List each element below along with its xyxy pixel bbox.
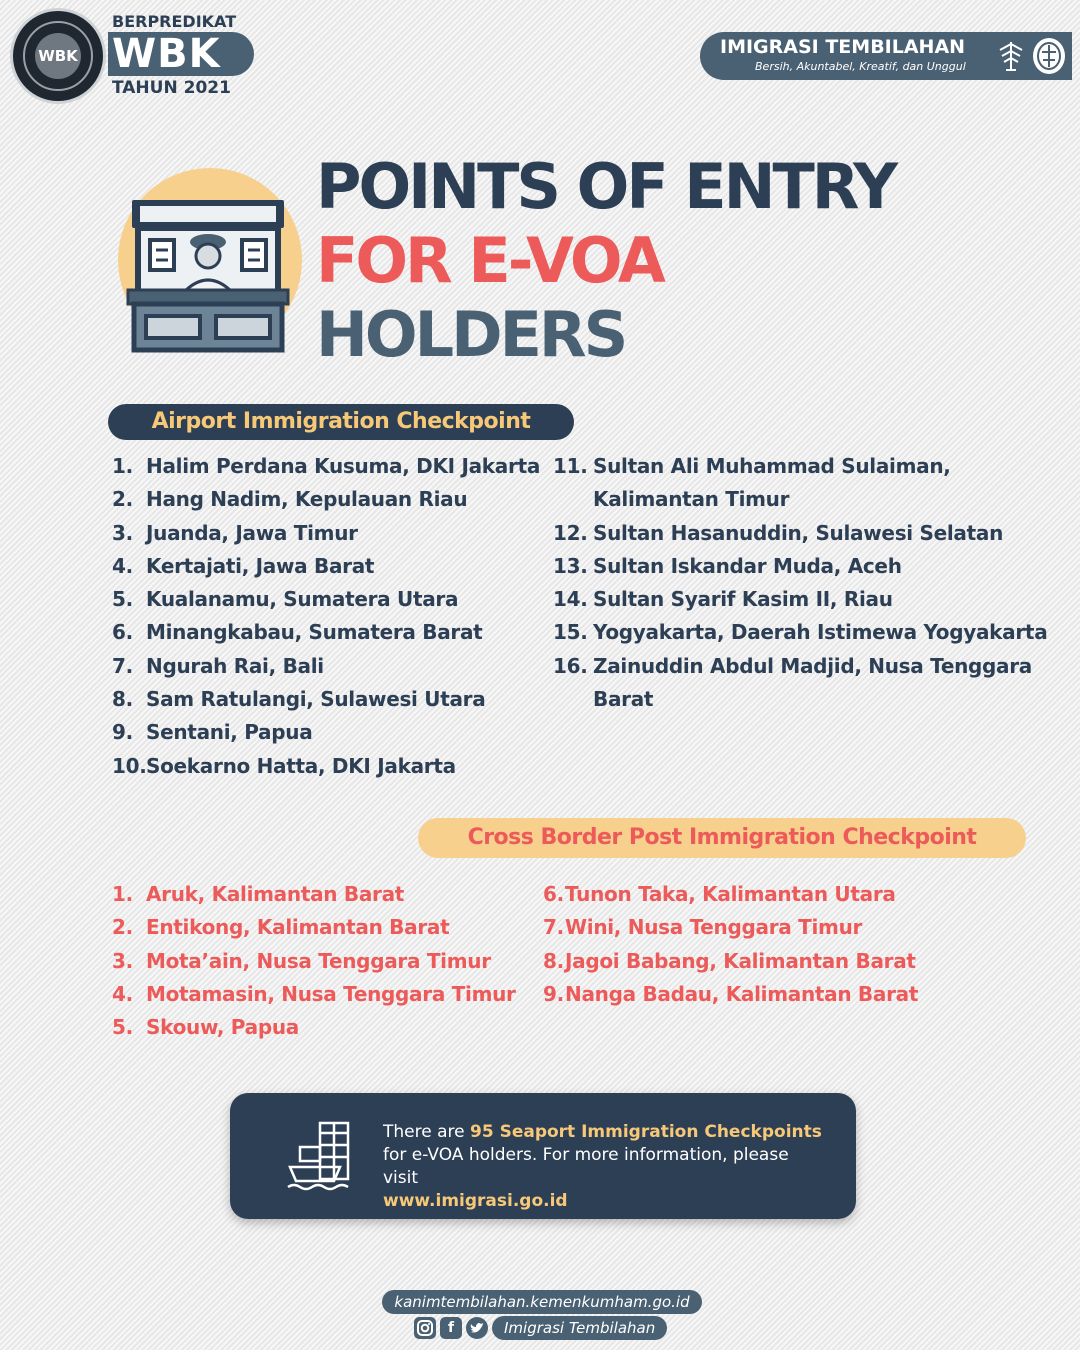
item-number: 6.: [112, 620, 133, 645]
info-prefix: There are: [383, 1122, 470, 1142]
list-item: [112, 517, 552, 550]
item-name: Sultan Syarif Kasim II, Riau: [593, 587, 893, 612]
wbk-seal-logo: [10, 8, 106, 104]
title-line-1: POINTS OF ENTRY: [316, 150, 896, 223]
item-name: Motamasin, Nusa Tenggara Timur: [146, 981, 516, 1006]
item-number: 15.: [553, 620, 588, 645]
item-number: 10.: [112, 753, 147, 778]
info-suffix: for e-VOA holders. For more information, please visit: [383, 1145, 789, 1188]
list-item: [112, 750, 552, 783]
item-name: Sultan Ali Muhammad Sulaiman, Kalimantan Timur: [593, 454, 951, 512]
info-highlight: 95 Seaport Immigration Checkpoints: [470, 1122, 822, 1142]
list-item: [112, 616, 552, 649]
crossborder-heading: Cross Border Post Immigration Checkpoint: [418, 818, 1026, 858]
twitter-icon[interactable]: [466, 1317, 488, 1339]
item-name: Sultan Iskandar Muda, Aceh: [593, 553, 902, 578]
crossborder-list-right: [543, 878, 963, 1011]
title-line-3: HOLDERS: [316, 298, 626, 371]
list-item: [112, 911, 532, 944]
item-name: Hang Nadim, Kepulauan Riau: [146, 487, 468, 512]
seal-center: WBK: [35, 33, 81, 79]
list-item: [112, 683, 552, 716]
item-name: Nanga Badau, Kalimantan Barat: [565, 981, 919, 1006]
list-item: [112, 878, 532, 911]
item-number: 7.: [112, 653, 133, 678]
facebook-icon[interactable]: f: [440, 1317, 462, 1339]
item-number: 11.: [553, 454, 588, 478]
item-name: Soekarno Hatta, DKI Jakarta: [146, 753, 456, 778]
list-item: [112, 550, 552, 583]
item-number: 4.: [112, 981, 133, 1006]
item-name: Halim Perdana Kusuma, DKI Jakarta: [146, 454, 541, 478]
footer-social-handle[interactable]: Imigrasi Tembilahan: [492, 1316, 667, 1340]
item-name: Kualanamu, Sumatera Utara: [146, 587, 459, 612]
list-item: [553, 550, 1053, 583]
list-item: [543, 945, 963, 978]
list-item: [112, 483, 552, 516]
item-number: 3.: [112, 948, 133, 973]
item-number: 5.: [112, 587, 133, 612]
item-number: 2.: [112, 915, 133, 940]
list-item: [543, 878, 963, 911]
item-name: Sentani, Papua: [146, 720, 313, 745]
list-item: [112, 945, 532, 978]
item-number: 14.: [553, 587, 588, 612]
item-name: Juanda, Jawa Timur: [146, 520, 358, 545]
item-name: Tunon Taka, Kalimantan Utara: [565, 882, 896, 906]
item-name: Yogyakarta, Daerah Istimewa Yogyakarta: [593, 620, 1048, 645]
list-item: [553, 616, 1053, 649]
immigration-emblem-icon: [996, 40, 1026, 72]
item-number: 9.: [543, 981, 564, 1006]
wbk-year: TAHUN 2021: [112, 78, 231, 98]
footer-website-link[interactable]: kanimtembilahan.kemenkumham.go.id: [382, 1290, 702, 1314]
item-number: 16.: [553, 653, 588, 678]
item-number: 8.: [112, 687, 133, 712]
item-number: 1.: [112, 882, 133, 906]
item-name: Jagoi Babang, Kalimantan Barat: [565, 948, 916, 973]
list-item: [543, 911, 963, 944]
list-item: [112, 583, 552, 616]
item-name: Minangkabau, Sumatera Barat: [146, 620, 483, 645]
airport-list-left: [112, 450, 552, 783]
item-name: Sultan Hasanuddin, Sulawesi Selatan: [593, 520, 1004, 545]
item-number: 4.: [112, 553, 133, 578]
seaport-ship-icon: [286, 1119, 356, 1193]
item-number: 6.: [543, 882, 564, 906]
item-number: 12.: [553, 520, 588, 545]
airport-heading: Airport Immigration Checkpoint: [108, 404, 574, 440]
item-name: Ngurah Rai, Bali: [146, 653, 324, 678]
title-line-2: FOR E-VOA: [316, 224, 663, 297]
item-name: Aruk, Kalimantan Barat: [146, 882, 405, 906]
footer-social: [414, 1316, 667, 1340]
office-tagline: Bersih, Akuntabel, Kreatif, dan Unggul: [755, 60, 966, 73]
item-number: 9.: [112, 720, 133, 745]
item-name: Kertajati, Jawa Barat: [146, 553, 375, 578]
item-name: Entikong, Kalimantan Barat: [146, 915, 450, 940]
item-name: Sam Ratulangi, Sulawesi Utara: [146, 687, 486, 712]
immigration-booth-illustration: [118, 160, 308, 360]
item-name: Zainuddin Abdul Madjid, Nusa Tenggara Barat: [593, 653, 1033, 712]
wbk-label: WBK: [108, 32, 254, 76]
item-name: Mota’ain, Nusa Tenggara Timur: [146, 948, 491, 973]
item-number: 13.: [553, 553, 588, 578]
info-url-link[interactable]: www.imigrasi.go.id: [383, 1191, 568, 1211]
item-number: 1.: [112, 454, 133, 478]
kemenkumham-emblem-icon: [1030, 36, 1068, 76]
list-item: [553, 650, 1053, 717]
item-number: 8.: [543, 948, 564, 973]
office-header: [700, 32, 1072, 80]
item-name: Wini, Nusa Tenggara Timur: [565, 915, 863, 940]
instagram-icon[interactable]: [414, 1317, 436, 1339]
wbk-predikat-label: BERPREDIKAT: [112, 12, 237, 31]
list-item: [553, 517, 1053, 550]
list-item: [543, 978, 963, 1011]
item-number: 7.: [543, 915, 564, 940]
item-name: Skouw, Papua: [146, 1015, 299, 1040]
info-text: [383, 1121, 823, 1213]
list-item: [553, 450, 1053, 517]
list-item: [553, 583, 1053, 616]
crossborder-list-left: [112, 878, 532, 1044]
list-item: [112, 978, 532, 1011]
item-number: 2.: [112, 487, 133, 512]
airport-list-right: [553, 450, 1053, 716]
list-item: [112, 450, 552, 483]
list-item: [112, 650, 552, 683]
item-number: 3.: [112, 520, 133, 545]
item-number: 5.: [112, 1015, 133, 1040]
seaport-info-box: [230, 1093, 856, 1219]
list-item: [112, 716, 552, 749]
office-name: IMIGRASI TEMBILAHAN: [720, 36, 966, 58]
list-item: [112, 1011, 532, 1044]
